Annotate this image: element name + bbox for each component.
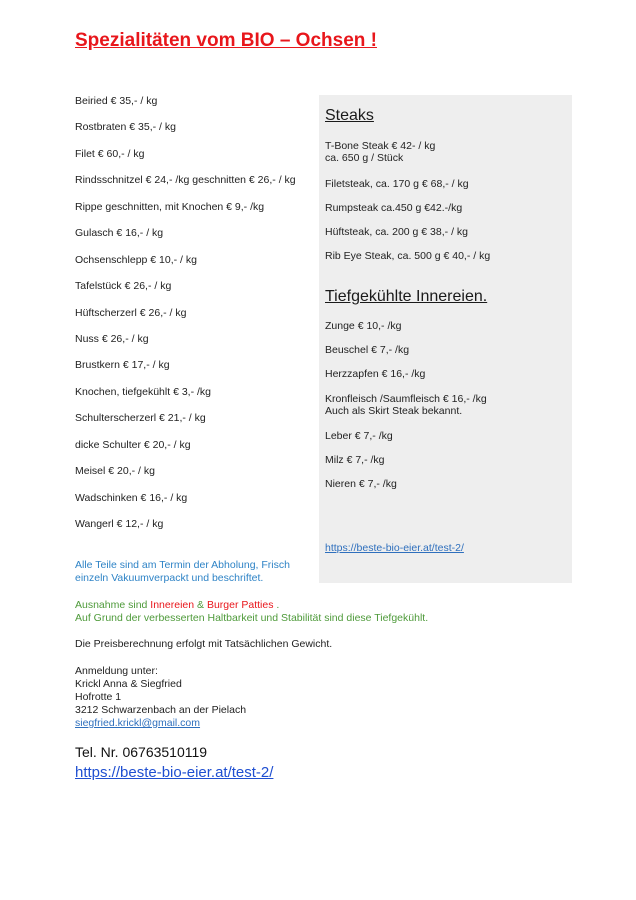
innereien-item-herzzapfen: Herzzapfen € 16,- /kg [325, 368, 426, 380]
price-item-wangerl: Wangerl € 12,- / kg [75, 518, 164, 530]
price-item-filet: Filet € 60,- / kg [75, 147, 145, 160]
price-item-wadschinken: Wadschinken € 16,- / kg [75, 491, 188, 504]
steaks-heading: Steaks [325, 107, 374, 124]
innereien-heading: Tiefgekühlte Innereien. [325, 288, 488, 305]
steak-item-tbone: T-Bone Steak € 42- / kg [325, 140, 436, 152]
innereien-item-milz: Milz € 7,- /kg [325, 454, 385, 466]
innereien-item-skirt-note: Auch als Skirt Steak bekannt. [325, 405, 463, 417]
price-item-beiried: Beiried € 35,- / kg [75, 95, 158, 107]
note-preisberechnung: Die Preisberechnung erfolgt mit Tatsächlichen Gewicht. [75, 638, 333, 650]
innereien-item-beuschel: Beuschel € 7,- /kg [325, 344, 410, 356]
price-item-rostbraten: Rostbraten € 35,- / kg [75, 121, 176, 134]
telephone-number: Tel. Nr. 06763510119 [75, 744, 208, 760]
price-item-meisel: Meisel € 20,- / kg [75, 465, 155, 478]
note-ausnahme-suffix: . [273, 599, 280, 611]
innereien-item-leber: Leber € 7,- /kg [325, 430, 393, 442]
price-item-gulasch: Gulasch € 16,- / kg [75, 227, 164, 240]
steak-item-ribeye: Rib Eye Steak, ca. 500 g € 40,- / kg [325, 250, 491, 262]
innereien-item-kronfleisch: Kronfleisch /Saumfleisch € 16,- /kg [325, 393, 487, 405]
price-item-rindsschnitzel: Rindsschnitzel € 24,- /kg geschnitten € 26,- / kg [75, 174, 296, 187]
steak-item-filetsteak: Filetsteak, ca. 170 g € 68,- / kg [325, 178, 469, 190]
panel-website-link[interactable]: https://beste-bio-eier.at/test-2/ [325, 542, 464, 554]
note-vakuum [75, 559, 290, 585]
price-item-hueftscherzerl: Hüftscherzerl € 26,- / kg [75, 306, 187, 319]
contact-block [75, 665, 246, 730]
contact-city: 3212 Schwarzenbach an der Pielach [75, 704, 247, 716]
steak-item-tbone-weight: ca. 650 g / Stück [325, 152, 404, 164]
price-list [75, 95, 296, 544]
steaks-and-innereien-panel [319, 95, 572, 583]
note-vakuum-line2: einzeln Vakuumverpackt und beschriftet. [75, 572, 264, 584]
main-website-link[interactable]: https://beste-bio-eier.at/test-2/ [75, 764, 274, 781]
steak-item-hueftsteak: Hüftsteak, ca. 200 g € 38,- / kg [325, 226, 468, 238]
steak-item-rumpsteak: Rumpsteak ca.450 g €42.-/kg [325, 202, 463, 214]
price-item-brustkern: Brustkern € 17,- / kg [75, 359, 170, 372]
page-title: Spezialitäten vom BIO – Ochsen ! [75, 30, 377, 51]
price-item-nuss: Nuss € 26,- / kg [75, 332, 149, 345]
note-ausnahme-patties: Burger Patties [206, 599, 274, 611]
contact-name: Krickl Anna & Siegfried [75, 678, 182, 690]
innereien-item-zunge: Zunge € 10,- /kg [325, 320, 402, 332]
price-item-rippe: Rippe geschnitten, mit Knochen € 9,- /kg [75, 200, 265, 213]
note-ausnahme-amp: & [194, 599, 207, 611]
note-ausnahme-line2: Auf Grund der verbesserten Haltbarkeit und Stabilität sind diese Tiefgekühlt. [75, 612, 429, 624]
price-item-schulterscherzerl: Schulterscherzerl € 21,- / kg [75, 412, 206, 425]
price-item-knochen: Knochen, tiefgekühlt € 3,- /kg [75, 385, 212, 398]
innereien-item-nieren: Nieren € 7,- /kg [325, 478, 397, 490]
contact-label: Anmeldung unter: [75, 665, 158, 677]
note-ausnahme-innereien: Innereien [150, 599, 195, 611]
note-ausnahme-prefix: Ausnahme sind [75, 599, 151, 611]
contact-email-link[interactable]: siegfried.krickl@gmail.com [75, 717, 201, 729]
price-item-ochsenschlepp: Ochsenschlepp € 10,- / kg [75, 253, 197, 266]
note-vakuum-line1: Alle Teile sind am Termin der Abholung, Frisch [75, 559, 290, 571]
price-item-tafelstueck: Tafelstück € 26,- / kg [75, 280, 172, 293]
note-ausnahme [75, 599, 428, 625]
price-item-dicke-schulter: dicke Schulter € 20,- / kg [75, 438, 191, 451]
contact-street: Hofrotte 1 [75, 691, 122, 703]
